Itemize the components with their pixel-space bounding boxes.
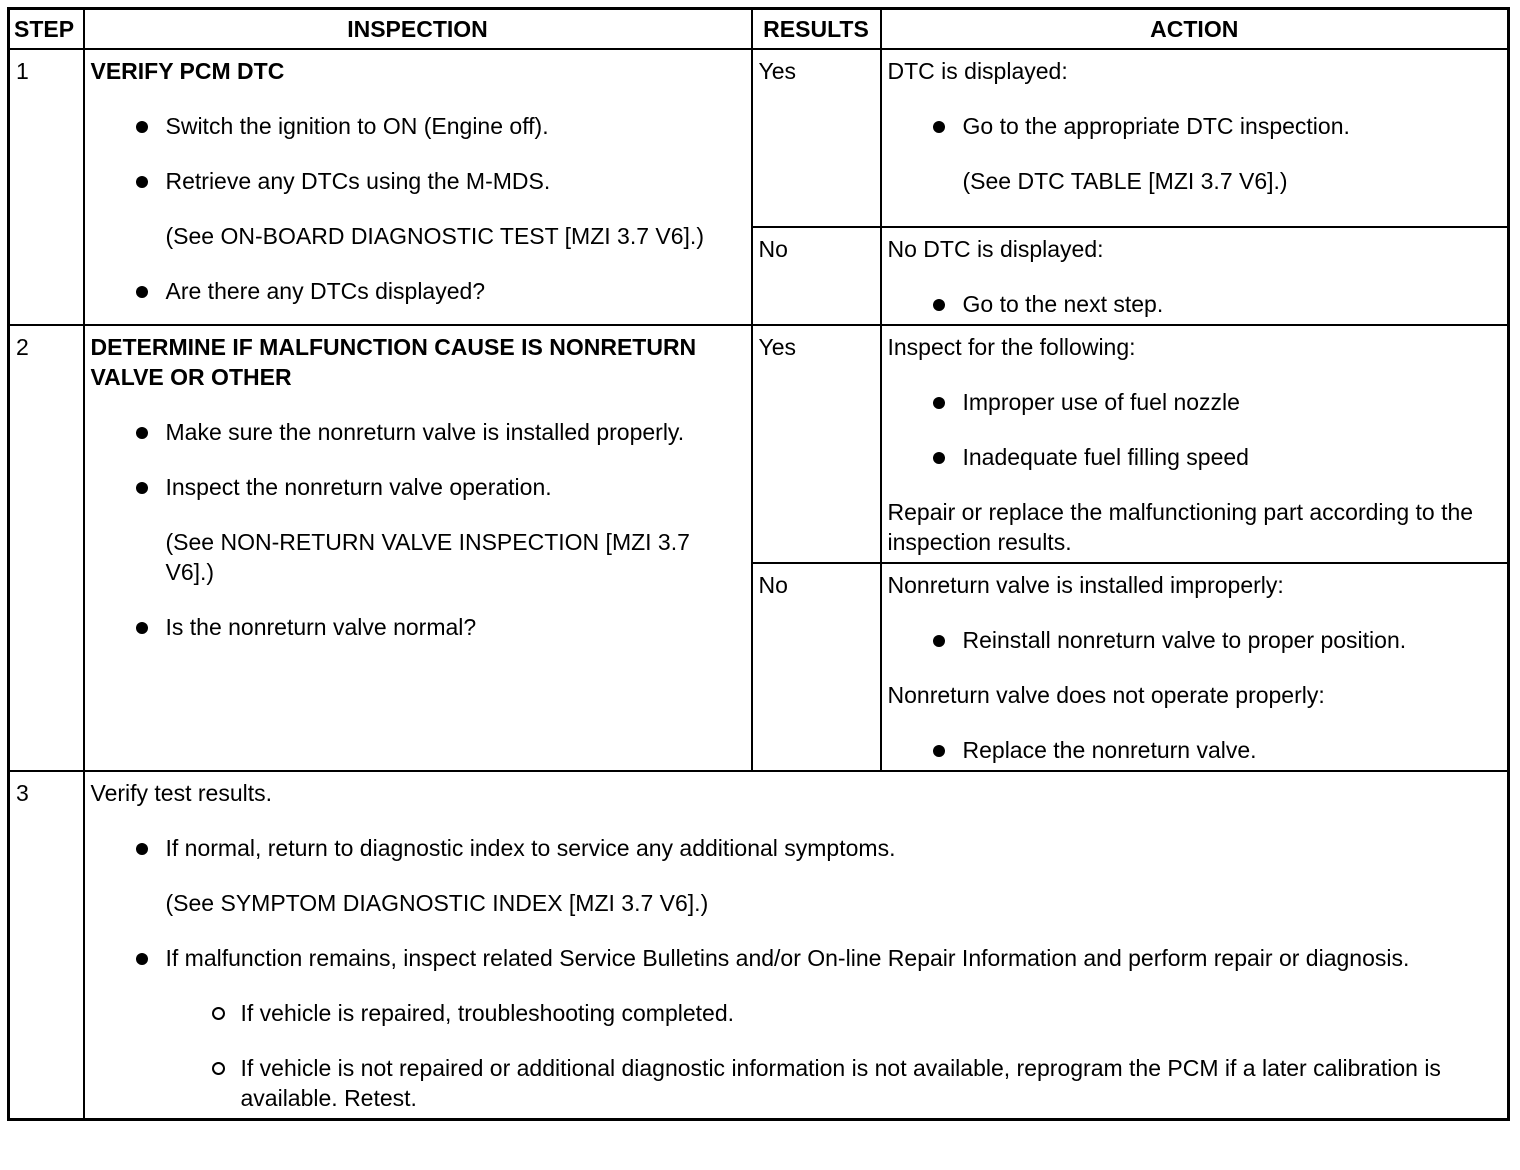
list-item: If normal, return to diagnostic index to service any additional symptoms. [91,833,1502,863]
step2-question-list [91,612,745,642]
header-inspection: INSPECTION [84,9,752,50]
step1-question: Are there any DTCs displayed? [91,276,745,306]
step1-number: 1 [9,49,84,325]
step2-no-list2 [888,735,1502,765]
step2-bullets [91,417,745,502]
step1-yes-reference: (See DTC TABLE [MZI 3.7 V6].) [962,168,1288,194]
step2-inspection [84,325,752,771]
list-item: Switch the ignition to ON (Engine off). [91,111,745,141]
list-item: Retrieve any DTCs using the M-MDS. [91,166,745,196]
step1-result-no: No [752,227,881,325]
header-results: RESULTS [752,9,881,50]
step1-result-yes: Yes [752,49,881,227]
step3-row [9,771,1509,1120]
step2-title: DETERMINE IF MALFUNCTION CAUSE IS NONRETURN VALVE OR OTHER [90,334,697,390]
step2-yes-list [888,387,1502,472]
step3-list2 [91,943,1502,973]
step3-sublist [91,998,1502,1113]
list-item: Replace the nonreturn valve. [888,735,1502,765]
step1-reference: (See ON-BOARD DIAGNOSTIC TEST [MZI 3.7 V6].) [165,223,704,249]
step2-number: 2 [9,325,84,771]
step1-row-yes [9,49,1509,227]
step3-reference: (See SYMPTOM DIAGNOSTIC INDEX [MZI 3.7 V6].) [165,890,709,916]
step2-action-yes [881,325,1509,563]
step1-question-list [91,276,745,306]
step1-title: VERIFY PCM DTC [90,58,285,84]
list-item: Reinstall nonreturn valve to proper position. [888,625,1502,655]
list-item: If malfunction remains, inspect related Service Bulletins and/or On-line Repair Information and perform repair or diagnosis. [91,943,1502,973]
step2-yes-outro: Repair or replace the malfunctioning part according to the inspection results. [887,499,1474,555]
step2-no-intro1: Nonreturn valve is installed improperly: [887,572,1284,598]
step1-yes-intro: DTC is displayed: [887,58,1068,84]
step2-no-intro2: Nonreturn valve does not operate properly: [887,682,1325,708]
step2-action-no [881,563,1509,771]
step1-no-intro: No DTC is displayed: [887,236,1104,262]
diagnostic-table [7,7,1510,1121]
step2-reference: (See NON-RETURN VALVE INSPECTION [MZI 3.7 V6].) [165,529,690,585]
list-item: If vehicle is repaired, troubleshooting completed. [91,998,1502,1028]
step2-yes-intro: Inspect for the following: [887,334,1136,360]
list-item: Inadequate fuel filling speed [888,442,1502,472]
header-row [9,9,1509,50]
list-item: Go to the next step. [888,289,1502,319]
list-item: Improper use of fuel nozzle [888,387,1502,417]
step1-action-no [881,227,1509,325]
step3-intro: Verify test results. [90,780,273,806]
step3-number: 3 [9,771,84,1120]
step3-list1 [91,833,1502,863]
list-item: If vehicle is not repaired or additional diagnostic information is not available, reprogram the PCM if a later calibration is available. Retest. [91,1053,1502,1113]
step2-no-list1 [888,625,1502,655]
step1-yes-list [888,111,1502,141]
step1-no-list [888,289,1502,319]
header-step: STEP [9,9,84,50]
header-action: ACTION [881,9,1509,50]
list-item: Go to the appropriate DTC inspection. [888,111,1502,141]
list-item: Inspect the nonreturn valve operation. [91,472,745,502]
step1-inspection [84,49,752,325]
step3-content [84,771,1509,1120]
step2-result-yes: Yes [752,325,881,563]
step1-bullets [91,111,745,196]
step2-question: Is the nonreturn valve normal? [91,612,745,642]
list-item: Make sure the nonreturn valve is installed properly. [91,417,745,447]
step2-result-no: No [752,563,881,771]
step1-action-yes [881,49,1509,227]
step2-row-yes [9,325,1509,563]
